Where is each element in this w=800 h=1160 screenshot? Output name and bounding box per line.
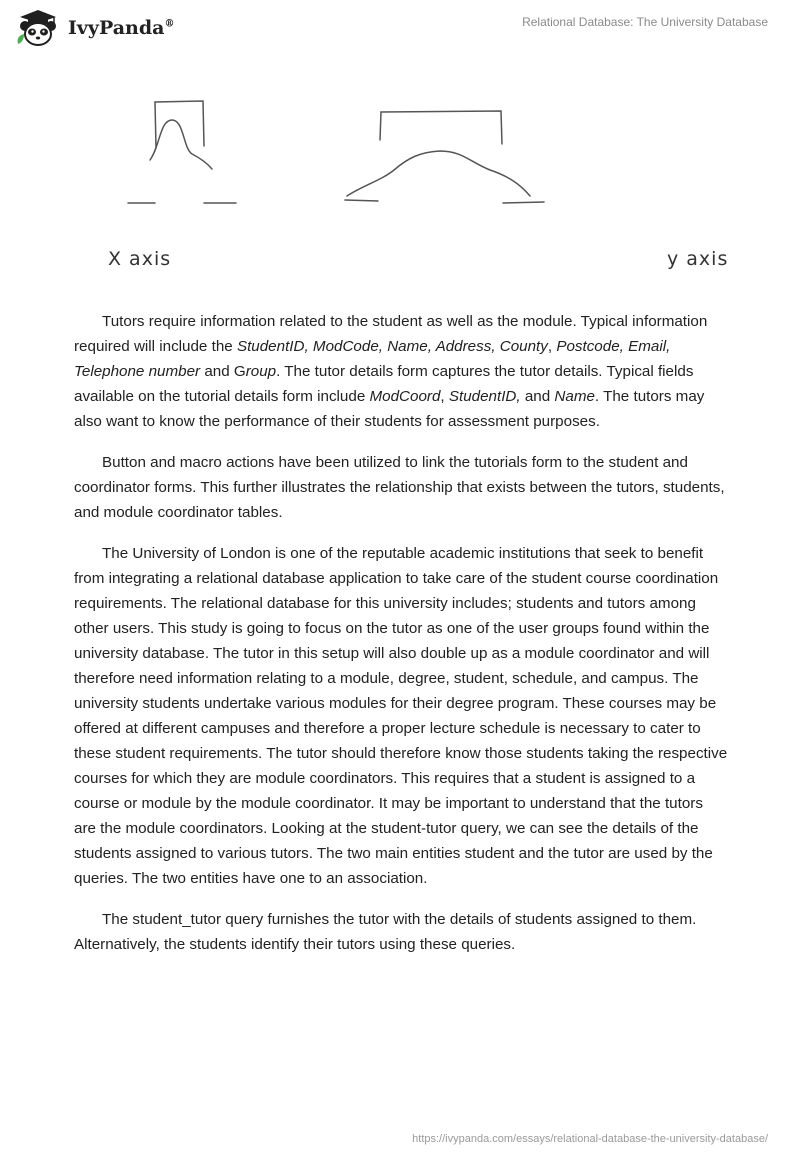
essay-body xyxy=(74,309,728,973)
italic-term: StudentID, ModCode, Name, Address, County xyxy=(236,338,548,355)
panda-icon xyxy=(14,8,62,48)
curve-sketches xyxy=(0,90,800,240)
right-baseline-2 xyxy=(503,202,544,203)
body-paragraph xyxy=(74,309,728,434)
x-axis-label: X axis xyxy=(108,248,172,270)
text-run: Button and macro actions have been utilized to link the tutorials form to the student and coordinator forms. This further illustrates the relationship that exists between the tutors, students, and module coordinator tables. xyxy=(74,454,725,521)
italic-term: StudentID, xyxy=(448,388,521,405)
italic-term: Name xyxy=(554,388,595,405)
text-run: and xyxy=(520,388,555,405)
italic-term: roup xyxy=(245,363,277,380)
text-run: , xyxy=(547,338,557,355)
right-bracket xyxy=(380,111,502,144)
brand-name: IvyPanda® xyxy=(68,17,175,39)
body-paragraph xyxy=(74,907,728,957)
text-run: . The tutors may also want to know the performance of their students for assessment purposes. xyxy=(74,388,705,430)
source-url[interactable]: https://ivypanda.com/essays/relational-database-the-university-database/ xyxy=(412,1133,768,1145)
y-axis-label: y axis xyxy=(667,248,729,270)
page-header xyxy=(0,0,800,64)
text-run: and G xyxy=(200,363,246,380)
italic-term: ModCoord xyxy=(369,388,441,405)
graph-figure xyxy=(0,90,800,280)
body-paragraph xyxy=(74,541,728,891)
ivypanda-logo[interactable] xyxy=(14,8,174,48)
right-baseline-1 xyxy=(345,200,378,201)
text-run: The student_tutor query furnishes the tutor with the details of students assigned to them. Alternatively, the students identify their tutors using these queries. xyxy=(74,911,697,953)
document-title: Relational Database: The University Database xyxy=(522,15,768,29)
text-run: . The tutor details form captures the tutor details. Typical fields available on the tutorial details form include xyxy=(74,363,694,405)
italic-term: Postcode, Email, Telephone number xyxy=(74,338,671,380)
text-run: Tutors require information related to the student as well as the module. Typical information required will include the xyxy=(74,313,708,355)
right-hump-curve xyxy=(347,151,530,196)
body-paragraph xyxy=(74,450,728,525)
text-run: The University of London is one of the reputable academic institutions that seek to benefit from integrating a relational database application to take care of the student course coordination requirements. The relational database for this university includes; students and tutors among other users. This study is going to focus on the tutor as one of the user groups found within the university database. The tutor in this setup will also double up as a module coordinator and will therefore need information relating to a module, degree, student, schedule, and campus. The university students undertake various modules for their degree program. These courses may be offered at different campuses and therefore a proper lecture schedule is necessary to cater to these student requirements. The tutor should therefore know those students taking the respective courses for which they are module coordinators. This requires that a student is assigned to a course or module by the module coordinator. It may be important to understand that the tutors are the module coordinators. Looking at the student-tutor query, we can see the details of the students assigned to various tutors. The two main entities student and the tutor are used by the queries. The two entities have one to an association. xyxy=(74,545,728,887)
left-peak-curve xyxy=(150,120,212,169)
text-run: , xyxy=(440,388,449,405)
